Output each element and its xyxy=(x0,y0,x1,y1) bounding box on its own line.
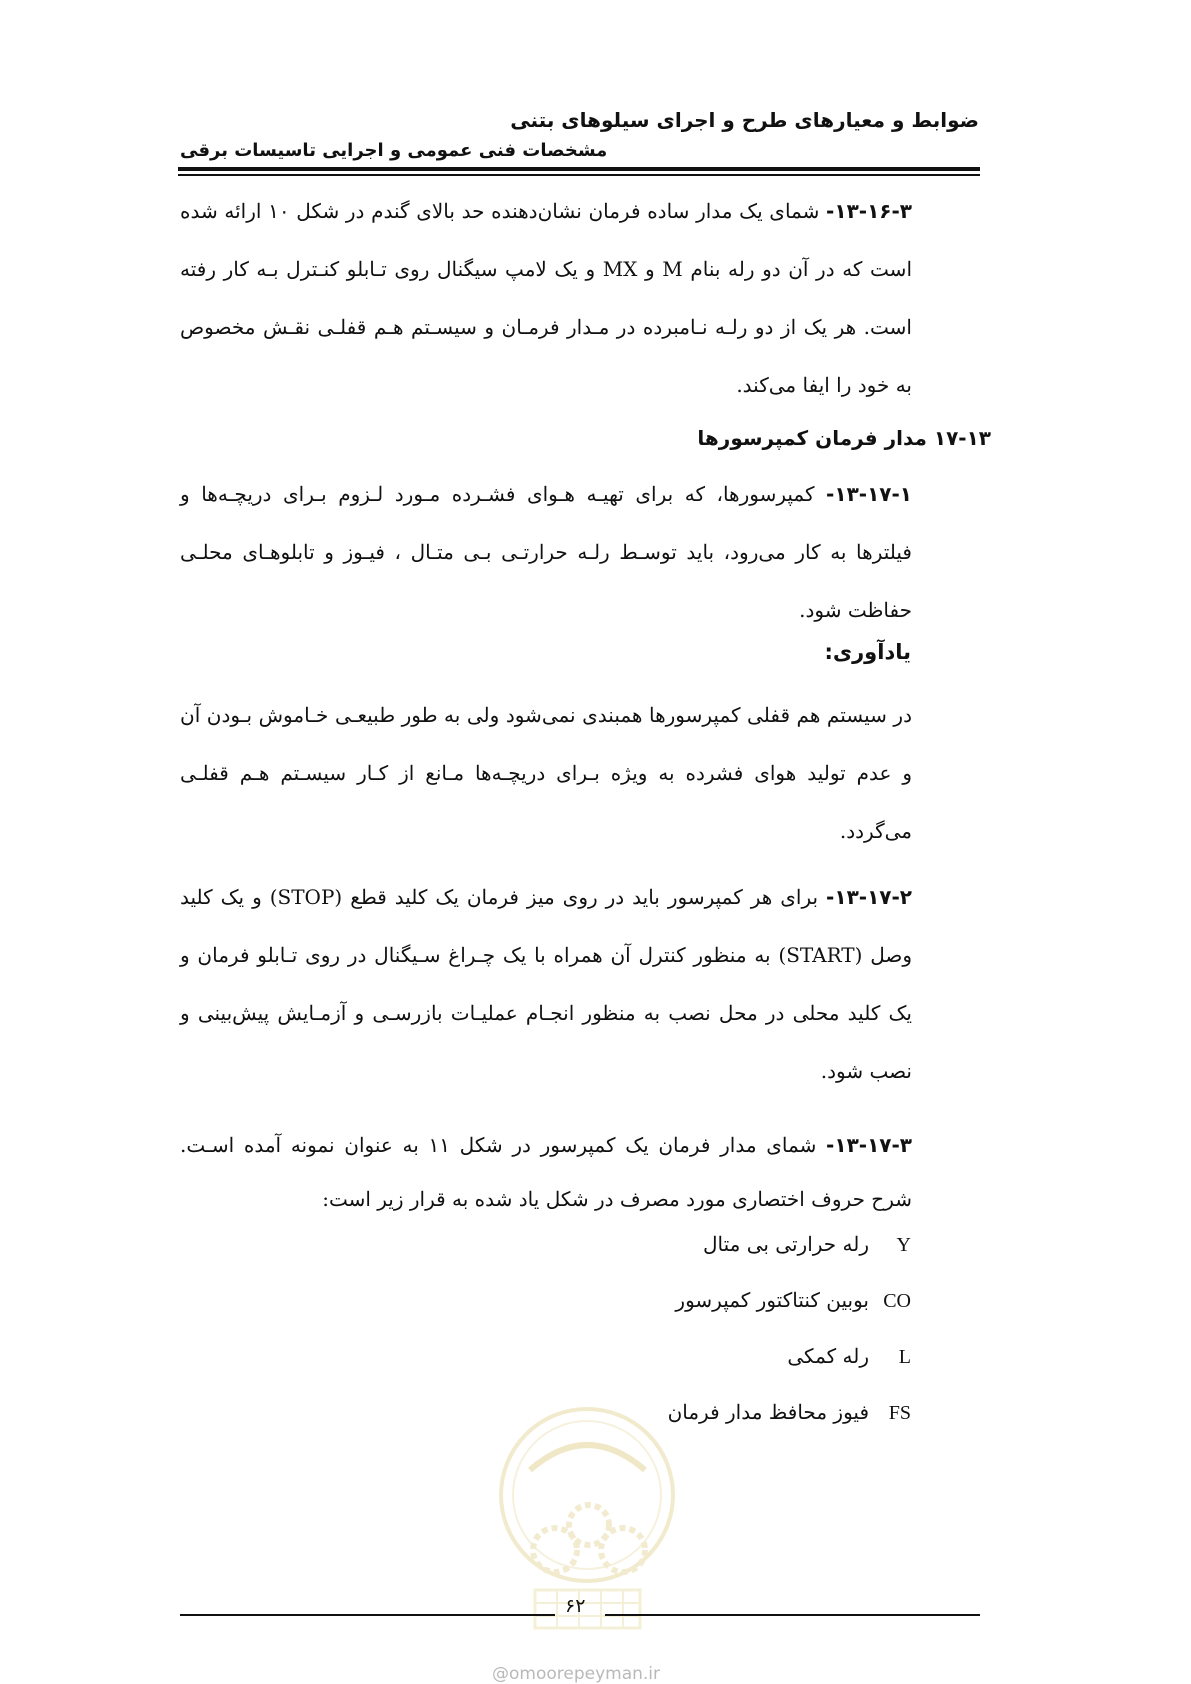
abbreviation-code: CO xyxy=(883,1290,911,1312)
abbreviation-item xyxy=(668,1400,911,1425)
paragraph-13-17-2 xyxy=(180,868,912,1100)
header-rule-thick xyxy=(178,167,980,171)
abbreviation-description: بوبین کنتاکتور کمپرسور xyxy=(675,1288,869,1312)
reminder-paragraph: در سیستم هم قفلی کمپرسورها همبندی نمی‌شود ولی به طور طبیعـی خـاموش بـودن آن و عدم تولید هوای فشرده به ویژه بـرای دریچـه‌ها مـانع از کـار سیسـتم هـم قفلـی می‌گردد. xyxy=(180,703,913,843)
paragraph-text: شمای یک مدار ساده فرمان نشان‌دهنده حد بالای گندم در شکل ۱۰ ارائه شده است که در آن دو رله بنام M و MX و یک لامپ سیگنال روی تـابلو کنـترل بـه کار رفته است. هر یک از دو رلـه نـامبرده در مـدار فرمـان و سیسـتم هـم قفلـی نقـش مخصوص به خود را ایفا می‌کند. xyxy=(180,199,912,397)
watermark-seal-icon xyxy=(485,1400,690,1640)
abbreviation-item xyxy=(703,1232,911,1257)
abbreviation-item xyxy=(787,1344,911,1369)
abbreviation-description: رله کمکی xyxy=(787,1344,869,1368)
abbreviation-code: FS xyxy=(888,1402,911,1424)
chapter-title: مشخصات فنی عمومی و اجرایی تاسیسات برقی xyxy=(180,140,608,161)
paragraph-text: شمای مدار فرمان یک کمپرسور در شکل ۱۱ به عنوان نمونه آمده اسـت. شرح حروف اختصاری مورد مصرف در شکل یاد شده به قرار زیر است: xyxy=(180,1133,912,1211)
paragraph-13-16-3 xyxy=(180,182,912,414)
paragraph-13-17-1 xyxy=(180,465,912,639)
abbreviation-code: L xyxy=(898,1346,911,1368)
book-title: ضوابط و معیارهای طرح و اجرای سیلوهای بتنی xyxy=(510,108,979,132)
abbreviation-description: فیوز محافظ مدار فرمان xyxy=(667,1400,869,1424)
paragraph-text: برای هر کمپرسور باید در روی میز فرمان یک کلید قطع (STOP) و یک کلید وصل (START) به منظور کنترل آن همراه با یک چـراغ سـیگنال در روی تـابلو فرمان و یک کلید محلی در محل نصب به منظور انجـام عملیـات بازرسـی و آزمـایش پیش‌بینی و نصب شود. xyxy=(180,885,912,1083)
header-rule-thin xyxy=(178,174,980,176)
paragraph-13-17-3 xyxy=(180,1118,912,1226)
abbreviation-code: Y xyxy=(896,1234,911,1256)
section-number: ۱۳-۱۷-۱- xyxy=(826,482,912,506)
abbreviation-item xyxy=(675,1288,911,1313)
section-number: ۱۳-۱۶-۳- xyxy=(826,199,912,223)
reminder-title: یادآوری: xyxy=(824,640,911,664)
section-heading-13-17: ۱۷-۱۳ مدار فرمان کمپرسورها xyxy=(697,426,991,450)
watermark-url: @omoorepeyman.ir xyxy=(492,1664,661,1684)
page-number: ۶۲ xyxy=(565,1595,586,1617)
paragraph-text: کمپرسورها، که برای تهیـه هـوای فشـرده مـورد لـزوم بـرای دریچـه‌ها و فیلترها به کار می‌رود، باید توسـط رلـه حرارتـی بـی متـال ، فیـوز و تابلوهـای محلـی حفاظت شود. xyxy=(180,482,912,622)
section-number: ۱۳-۱۷-۲- xyxy=(826,885,912,909)
footer-rule-right xyxy=(605,1614,980,1616)
abbreviation-description: رله حرارتی بی متال xyxy=(702,1232,869,1256)
footer-rule-left xyxy=(180,1614,555,1616)
section-number: ۱۳-۱۷-۳- xyxy=(826,1133,912,1157)
